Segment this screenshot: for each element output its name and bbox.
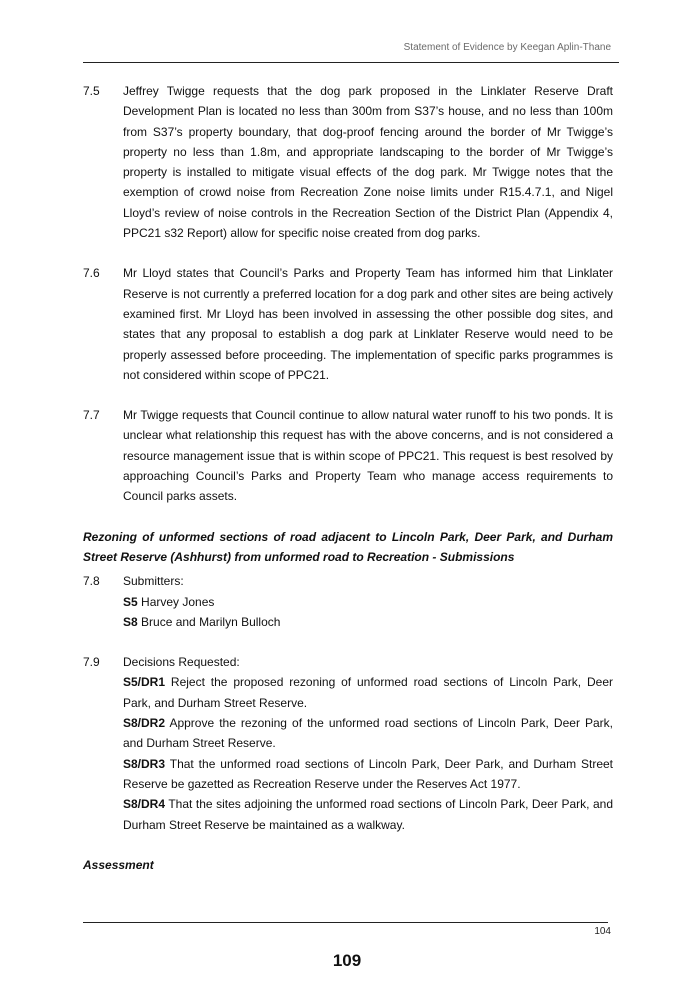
paragraph-7-6 [83, 263, 613, 385]
decisions-label: Decisions Requested: [123, 655, 240, 670]
decision-code: S8/DR4 [123, 797, 166, 812]
paragraph-7-7 [83, 405, 613, 506]
running-header: Statement of Evidence by Keegan Aplin-Thane [403, 42, 611, 53]
page-body [83, 81, 613, 875]
submitter-item [123, 592, 613, 612]
decision-code: S8/DR2 [123, 716, 166, 731]
assessment-heading: Assessment [83, 857, 154, 872]
decision-code: S8/DR3 [123, 756, 166, 771]
submitters-label: Submitters: [123, 574, 184, 589]
decision-item [123, 794, 613, 835]
submitter-code: S8 [123, 614, 138, 629]
paragraph-number: 7.9 [83, 655, 100, 670]
paragraph-text: Jeffrey Twigge requests that the dog park proposed in the Linklater Reserve Draft Development Plan is located no less than 300m from S37’s house, and no less than 100m from S37’s property boundary, that dog-proof fencing around the border of Mr Twigge’s property no less than 1.8m, and appropriate landscaping to the border of Mr Twigge’s property is installed to mitigate visual effects of the dog park. Mr Twigge notes that the exemption of crowd noise from Recreation Zone noise limits under R15.4.7.1, and Nigel Lloyd’s review of noise controls in the Recreation Section of the District Plan (Appendix 4, PPC21 s32 Report) allow for specific noise created from dog parks. [123, 84, 613, 241]
submitter-code: S5 [123, 594, 138, 609]
section-heading: Rezoning of unformed sections of road adjacent to Lincoln Park, Deer Park, and Durham Street Reserve (Ashhurst) from unformed road to Recreation - Submissions [83, 529, 613, 564]
decision-item [123, 672, 613, 713]
paragraph-7-5 [83, 81, 613, 243]
paragraph-text: Mr Twigge requests that Council continue to allow natural water runoff to his two ponds. It is unclear what relationship this request has with the above concerns, and is not considered a resource management issue that is within scope of PPC21. This request is best resolved by approaching Council’s Parks and Property Team who manage access requirements to Council parks assets. [123, 408, 613, 504]
paragraph-7-9 [83, 652, 613, 835]
decision-item [123, 713, 613, 754]
decision-text: Reject the proposed rezoning of unformed road sections of Lincoln Park, Deer Park, and Durham Street Reserve. [123, 675, 613, 710]
submitter-name: Harvey Jones [141, 594, 215, 609]
document-page-number: 109 [332, 951, 362, 970]
decision-item [123, 754, 613, 795]
paragraph-number: 7.8 [83, 574, 100, 589]
decision-text: That the unformed road sections of Lincoln Park, Deer Park, and Durham Street Reserve be gazetted as Recreation Reserve under the Reserves Act 1977. [123, 756, 614, 791]
submitter-name: Bruce and Marilyn Bulloch [141, 614, 281, 629]
paragraph-number: 7.7 [83, 408, 100, 423]
decision-text: That the sites adjoining the unformed road sections of Lincoln Park, Deer Park, and Durham Street Reserve be maintained as a walkway. [123, 797, 614, 832]
footer-rule [83, 922, 608, 923]
submitter-item [123, 612, 613, 632]
paragraph-7-8 [83, 571, 613, 632]
paragraph-number: 7.5 [83, 84, 100, 98]
page-number: 104 [594, 926, 611, 937]
paragraph-number: 7.6 [83, 266, 100, 281]
decision-text: Approve the rezoning of the unformed road sections of Lincoln Park, Deer Park, and Durham Street Reserve. [123, 716, 614, 751]
header-rule [83, 62, 619, 63]
decision-code: S5/DR1 [123, 675, 166, 690]
paragraph-text: Mr Lloyd states that Council’s Parks and Property Team has informed him that Linklater Reserve is not currently a preferred location for a dog park and other sites are being actively examined first. Mr Lloyd has been involved in assessing the other possible dog sites, and states that any proposal to establish a dog park at Linklater Reserve would need to be properly assessed before proceeding. The implementation of specific parks programmes is not considered within scope of PPC21. [123, 266, 613, 382]
